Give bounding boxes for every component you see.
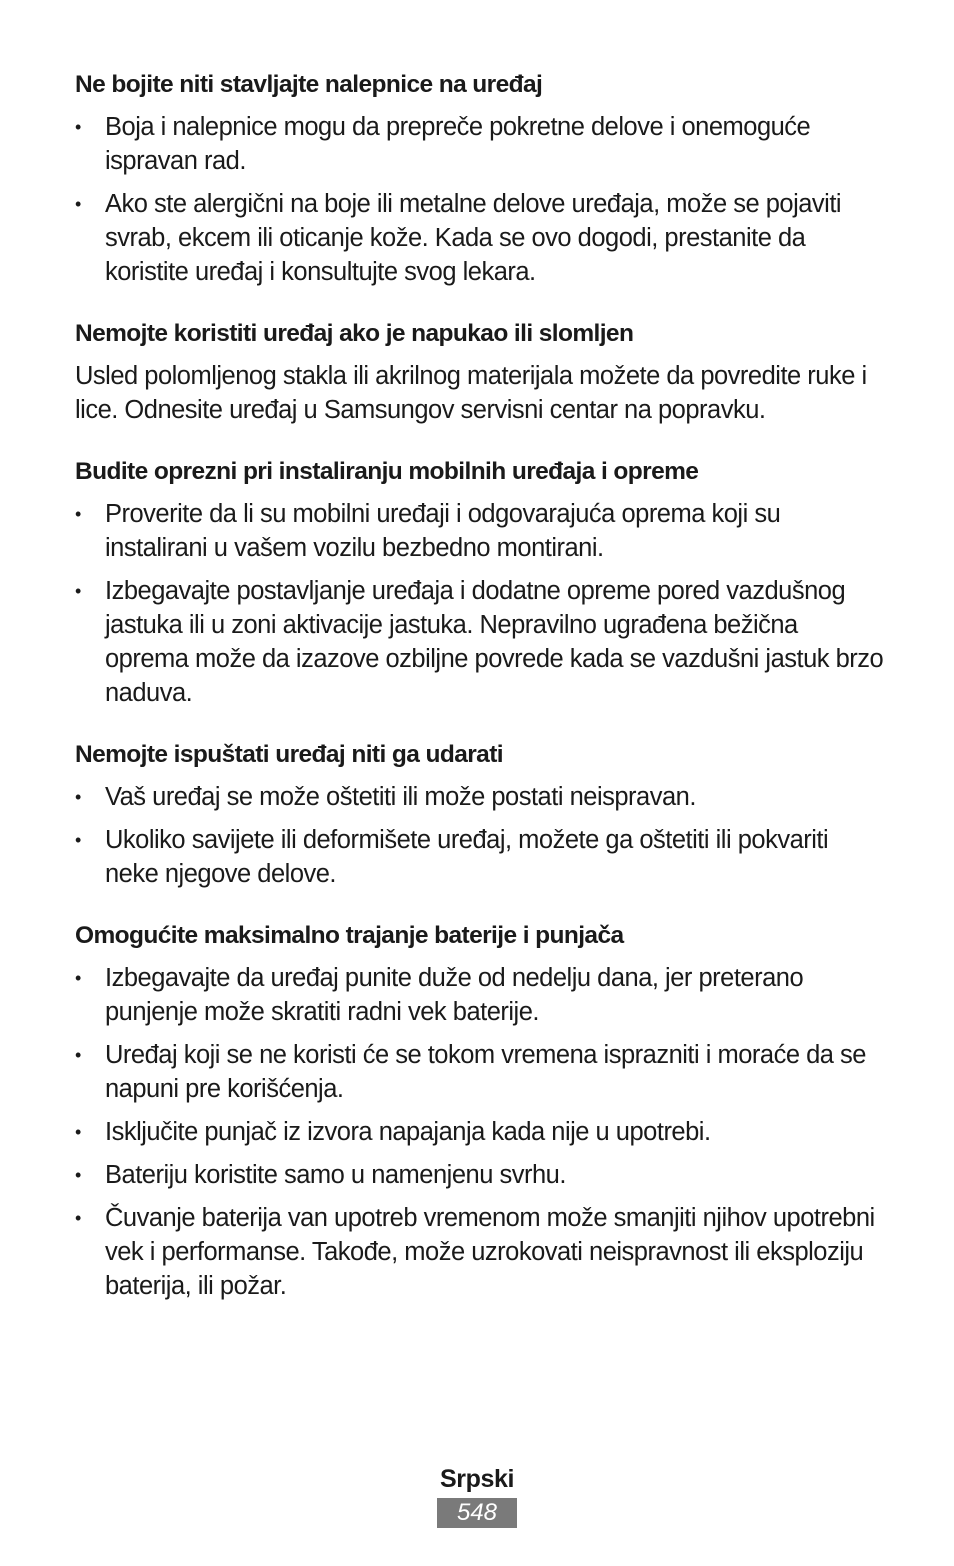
section-heading: Nemojte koristiti uređaj ako je napukao ili slomljen [75, 320, 634, 347]
section-battery-life [75, 919, 885, 1303]
list-item-text: Boja i nalepnice mogu da prepreče pokretne delove i onemoguće ispravan rad. [105, 113, 811, 175]
section-paragraph: Usled polomljenog stakla ili akrilnog materijala možete da povredite ruke i lice. Odnesite uređaj u Samsungov servisni centar na popravku. [75, 362, 867, 424]
bullet-icon: • [75, 194, 81, 214]
list-item-text: Izbegavajte da uređaj punite duže od nedelju dana, jer preterano punjenje može skratiti radni vek baterije. [105, 964, 804, 1026]
list-item-text: Izbegavajte postavljanje uređaja i dodatne opreme pored vazdušnog jastuka ili u zoni aktivacije jastuka. Nepravilno ugrađena bežična oprema može da izazove ozbiljne povrede kada se vazdušni jastuk brzo naduva. [105, 577, 884, 707]
list-item-text: Bateriju koristite samo u namenjenu svrhu. [105, 1161, 566, 1189]
list-item [75, 110, 885, 178]
list-item [75, 1201, 885, 1303]
section-cracked-device [75, 317, 885, 427]
bullet-icon: • [75, 968, 81, 988]
bullet-icon: • [75, 1208, 81, 1228]
section-drop-impact [75, 738, 885, 891]
list-item [75, 961, 885, 1029]
list-item [75, 1038, 885, 1106]
list-item [75, 823, 885, 891]
list-item-text: Isključite punjač iz izvora napajanja kada nije u upotrebi. [105, 1118, 711, 1146]
list-item-text: Uređaj koji se ne koristi će se tokom vremena isprazniti i moraće da se napuni pre korišćenja. [105, 1041, 866, 1103]
bullet-icon: • [75, 1165, 81, 1185]
list-item [75, 780, 885, 814]
bullet-icon: • [75, 504, 81, 524]
list-item-text: Vaš uređaj se može oštetiti ili može postati neispravan. [105, 783, 696, 811]
page-number: 548 [437, 1498, 517, 1528]
section-heading: Budite oprezni pri instaliranju mobilnih uređaja i opreme [75, 458, 699, 485]
document-body [75, 68, 885, 1331]
section-paint-stickers [75, 68, 885, 289]
list-item [75, 1115, 885, 1149]
bullet-icon: • [75, 1045, 81, 1065]
section-vehicle-installation [75, 455, 885, 710]
bullet-list [75, 780, 885, 891]
bullet-icon: • [75, 787, 81, 807]
bullet-icon: • [75, 1122, 81, 1142]
bullet-list [75, 497, 885, 710]
bullet-list [75, 961, 885, 1303]
list-item-text: Ako ste alergični na boje ili metalne delove uređaja, može se pojaviti svrab, ekcem ili oticanje kože. Kada se ovo dogodi, prestanite da koristite uređaj i konsultujte svog lekara. [105, 190, 842, 286]
footer-language: Srpski [439, 1465, 515, 1493]
list-item-text: Čuvanje baterija van upotreb vremenom može smanjiti njihov upotrebni vek i performanse. Takođe, može uzrokovati neispravnost ili eksploziju baterija, ili požar. [105, 1204, 875, 1300]
section-heading: Ne bojite niti stavljajte nalepnice na uređaj [75, 71, 543, 98]
section-heading: Nemojte ispuštati uređaj niti ga udarati [75, 741, 503, 768]
section-heading: Omogućite maksimalno trajanje baterije i punjača [75, 922, 624, 949]
bullet-icon: • [75, 117, 81, 137]
list-item [75, 187, 885, 289]
list-item [75, 1158, 885, 1192]
list-item [75, 574, 885, 710]
list-item-text: Proverite da li su mobilni uređaji i odgovarajuća oprema koji su instalirani u vašem vozilu bezbedno montirani. [105, 500, 781, 562]
bullet-list [75, 110, 885, 289]
bullet-icon: • [75, 830, 81, 850]
page-footer [0, 1462, 954, 1528]
list-item [75, 497, 885, 565]
bullet-icon: • [75, 581, 81, 601]
list-item-text: Ukoliko savijete ili deformišete uređaj, možete ga oštetiti ili pokvariti neke njegove delove. [105, 826, 829, 888]
